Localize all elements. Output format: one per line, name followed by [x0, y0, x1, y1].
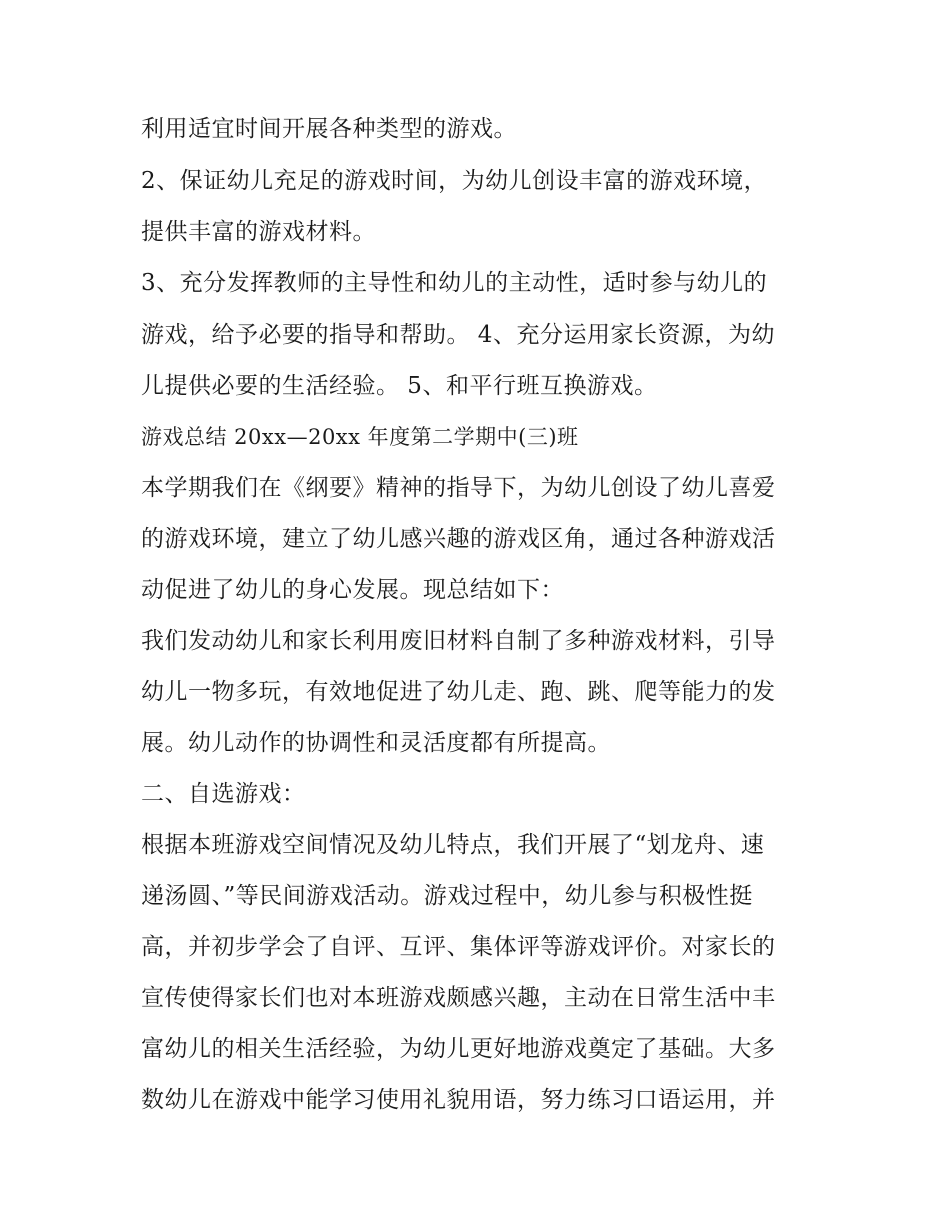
text-line: 我们发动幼儿和家长利用废旧材料自制了多种游戏材料，引导 — [141, 628, 776, 654]
text-line: 3、充分发挥教师的主导性和幼儿的主动性，适时参与幼儿的 — [141, 270, 768, 296]
text-line: 游戏，给予必要的指导和帮助。 4、充分运用家长资源，为幼 — [141, 322, 775, 348]
text-line: 宣传使得家长们也对本班游戏颇感兴趣，主动在日常生活中丰 — [141, 985, 776, 1011]
text-line: 数幼儿在游戏中能学习使用礼貌用语，努力练习口语运用，并 — [141, 1087, 776, 1113]
text-line: 幼儿一物多玩，有效地促进了幼儿走、跑、跳、爬等能力的发 — [141, 679, 776, 705]
text-line: 本学期我们在《纲要》精神的指导下，为幼儿创设了幼儿喜爱 — [141, 475, 776, 501]
text-line: 利用适宜时间开展各种类型的游戏。 — [141, 116, 517, 142]
text-line: 2、保证幼儿充足的游戏时间，为幼儿创设丰富的游戏环境， — [141, 168, 768, 194]
text-line: 提供丰富的游戏材料。 — [141, 219, 376, 245]
text-line: 富幼儿的相关生活经验，为幼儿更好地游戏奠定了基础。大多 — [141, 1036, 776, 1062]
text-line: 根据本班游戏空间情况及幼儿特点，我们开展了“划龙舟、速 — [141, 832, 765, 858]
text-line: 高，并初步学会了自评、互评、集体评等游戏评价。对家长的 — [141, 934, 776, 960]
section-heading: 二、自选游戏： — [141, 781, 306, 807]
text-line: 儿提供必要的生活经验。 5、和平行班互换游戏。 — [141, 373, 658, 399]
text-line: 递汤圆、”等民间游戏活动。游戏过程中，幼儿参与积极性挺 — [141, 883, 753, 909]
section-heading: 游戏总结 20xx—20xx 年度第二学期中(三)班 — [141, 425, 579, 449]
text-line: 展。幼儿动作的协调性和灵活度都有所提高。 — [141, 730, 611, 756]
text-line: 的游戏环境，建立了幼儿感兴趣的游戏区角，通过各种游戏活 — [141, 526, 776, 552]
text-line: 动促进了幼儿的身心发展。现总结如下： — [141, 577, 564, 603]
